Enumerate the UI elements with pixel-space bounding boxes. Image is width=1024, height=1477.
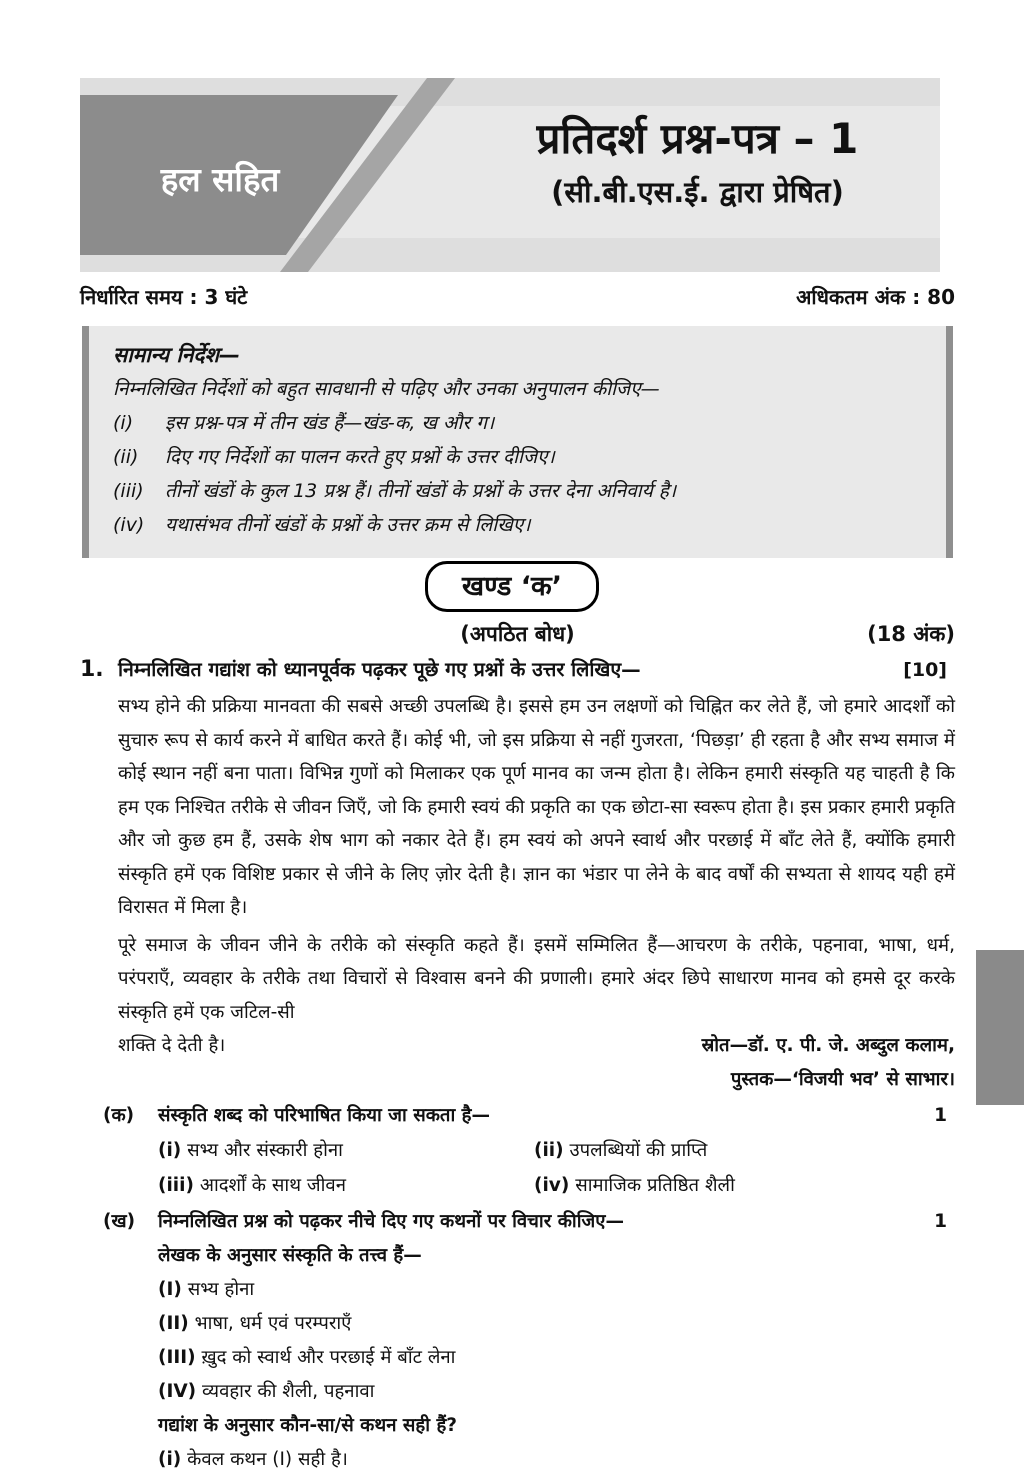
mcq-options-grid xyxy=(158,1133,955,1203)
passage-paragraph-2: पूरे समाज के जीवन जीने के तरीके को संस्कृति कहते हैं। इसमें सम्मिलित हैं—आचरण के तरीके, पहनावा, भाषा, धर्म, परंपराएँ, व्यवहार के तरीके तथा विचारों से विश्वास बनने की प्रणाली। हमारे अंदर छिपे साधारण मानव को हमसे दूर करके संस्कृति हमें एक जटिल-सी xyxy=(118,934,955,1023)
mcq-option xyxy=(534,1168,955,1203)
option-label: (iii) xyxy=(158,1175,194,1196)
statement-label: (II) xyxy=(158,1313,189,1334)
option-label: (i) xyxy=(158,1449,182,1470)
first-answer-option xyxy=(158,1443,955,1477)
section-header-row xyxy=(0,561,1024,612)
source-author: स्रोत—डॉ. ए. पी. जे. अब्दुल कलाम, xyxy=(701,1035,955,1056)
instruction-text: तीनों खंडों के कुल 13 प्रश्न हैं। तीनों खंडों के प्रश्नों के उत्तर देना अनिवार्य है। xyxy=(165,480,677,502)
statement-label: (III) xyxy=(158,1347,196,1368)
instructions-intro: निम्नलिखित निर्देशों को बहुत सावधानी से पढ़िए और उनका अनुपालन कीजिए— xyxy=(113,378,660,400)
option-text: आदर्शों के साथ जीवन xyxy=(199,1175,346,1196)
question-1 xyxy=(80,655,955,1477)
option-label: (ii) xyxy=(534,1140,564,1161)
question-marks: [10] xyxy=(903,659,947,681)
option-text: सामाजिक प्रतिष्ठित शैली xyxy=(575,1175,735,1196)
instruction-number: (iii) xyxy=(113,480,144,502)
paper-subtitle: (सी.बी.एस.ई. द्वारा प्रेषित) xyxy=(551,175,844,209)
instruction-text: दिए गए निर्देशों का पालन करते हुए प्रश्नों के उत्तर दीजिए। xyxy=(165,446,555,468)
instruction-item xyxy=(113,440,926,474)
mcq-option xyxy=(534,1133,955,1168)
question-heading: निम्नलिखित गद्यांश को ध्यानपूर्वक पढ़कर पूछे गए प्रश्नों के उत्तर लिखिए— xyxy=(118,658,641,681)
instruction-text: यथासंभव तीनों खंडों के प्रश्नों के उत्तर क्रम से लिखिए। xyxy=(165,514,531,536)
instruction-number: (ii) xyxy=(113,446,139,468)
instruction-item xyxy=(113,406,926,440)
option-text: केवल कथन (I) सही है। xyxy=(187,1449,348,1470)
statement-item xyxy=(158,1341,955,1375)
subquestion-label: (ख) xyxy=(103,1211,136,1232)
paper-title: प्रतिदर्श प्रश्न-पत्र – 1 xyxy=(536,114,859,163)
statement-item xyxy=(158,1375,955,1409)
question-1-heading-row xyxy=(80,655,955,682)
subquestion-label: (क) xyxy=(103,1105,135,1126)
statement-label: (I) xyxy=(158,1279,182,1300)
instruction-item xyxy=(113,508,926,542)
section-title-pill: खण्ड ‘क’ xyxy=(425,561,599,612)
statement-text: व्यवहार की शैली, पहनावा xyxy=(202,1381,375,1402)
subquestion-text: संस्कृति शब्द को परिभाषित किया जा सकता है— xyxy=(158,1105,491,1126)
subquestion-text: निम्नलिखित प्रश्न को पढ़कर नीचे दिए गए कथनों पर विचार कीजिए— xyxy=(158,1211,624,1232)
solved-badge: हल सहित xyxy=(160,160,280,199)
instruction-text: इस प्रश्न-पत्र में तीन खंड हैं—खंड-क, ख और ग। xyxy=(165,412,495,434)
instructions-title: सामान्य निर्देश— xyxy=(113,343,240,367)
statement-text: भाषा, धर्म एवं परम्पराएँ xyxy=(194,1313,352,1334)
subquestion-marks: 1 xyxy=(934,1211,947,1232)
statement-item xyxy=(158,1273,955,1307)
instruction-number: (i) xyxy=(113,412,134,434)
question-number: 1. xyxy=(80,657,104,682)
statement-item xyxy=(158,1307,955,1341)
statement-text: सभ्य होना xyxy=(187,1279,255,1300)
subquestion-kha-row xyxy=(80,1205,955,1239)
allotted-time: निर्धारित समय : 3 घंटे xyxy=(80,285,248,309)
subquestion-ka-row xyxy=(80,1099,955,1133)
passage-tail: शक्ति दे देती है। xyxy=(118,1035,226,1056)
option-label: (iv) xyxy=(534,1175,570,1196)
statements-heading: लेखक के अनुसार संस्कृति के तत्त्व हैं— xyxy=(158,1245,422,1266)
passage-tail-row xyxy=(118,1029,955,1063)
paper-titles xyxy=(465,108,930,214)
statements-list xyxy=(158,1273,955,1409)
section-subtitle: (अपठित बोध) xyxy=(460,622,575,646)
option-text: सभ्य और संस्कारी होना xyxy=(187,1140,343,1161)
instruction-number: (iv) xyxy=(113,514,145,536)
which-statements-question: गद्यांश के अनुसार कौन-सा/से कथन सही हैं? xyxy=(158,1415,458,1436)
meta-row xyxy=(80,283,955,310)
statement-label: (IV) xyxy=(158,1381,197,1402)
passage-paragraph-1: सभ्य होने की प्रक्रिया मानवता की सबसे अच्छी उपलब्धि है। इससे हम उन लक्षणों को चिह्नित कर लेते हैं, जो हमारे आदर्शों को सुचारु रूप से कार्य करने में बाधित करते हैं। कोई भी, जो इस प्रक्रिया से नहीं गुजरता, ‘पिछड़ा’ ही रहता है और सभ्य समाज में कोई स्थान नहीं बना पाता। विभिन्न गुणों को मिलाकर एक पूर्ण मानव का जन्म होता है। लेकिन हमारी संस्कृति यह चाहती है कि हम एक निश्चित तरीके से जीवन जिएँ, जो कि हमारी स्वयं की प्रकृति का एक छोटा-सा स्वरूप होता है। इस प्रकार हमारी प्रकृति और जो कुछ हम हैं, उसके शेष भाग को नकार देते हैं। हम स्वयं को अपने स्वार्थ और परछाई में बाँट लेते हैं, क्योंकि हमारी संस्कृति हमें एक विशिष्ट प्रकार से जीने के लिए ज़ोर देती है। ज्ञान का भंडार पा लेने के बाद वर्षों की सभ्यता से शायद यही हमें विरासत में मिला है। xyxy=(118,696,955,918)
statement-text: ख़ुद को स्वार्थ और परछाई में बाँट लेना xyxy=(201,1347,456,1368)
page-edge-tab xyxy=(976,950,1024,1105)
mcq-option xyxy=(158,1133,534,1168)
section-marks: (18 अंक) xyxy=(867,622,955,646)
general-instructions-box xyxy=(82,326,953,558)
maximum-marks: अधिकतम अंक : 80 xyxy=(796,285,955,309)
option-text: उपलब्धियों की प्राप्ति xyxy=(569,1140,708,1161)
mcq-option xyxy=(158,1168,534,1203)
instruction-item xyxy=(113,474,926,508)
source-book: पुस्तक—‘विजयी भव’ से साभार। xyxy=(730,1069,955,1090)
header-banner xyxy=(80,78,940,272)
subquestion-marks: 1 xyxy=(934,1105,947,1126)
option-label: (i) xyxy=(158,1140,182,1161)
